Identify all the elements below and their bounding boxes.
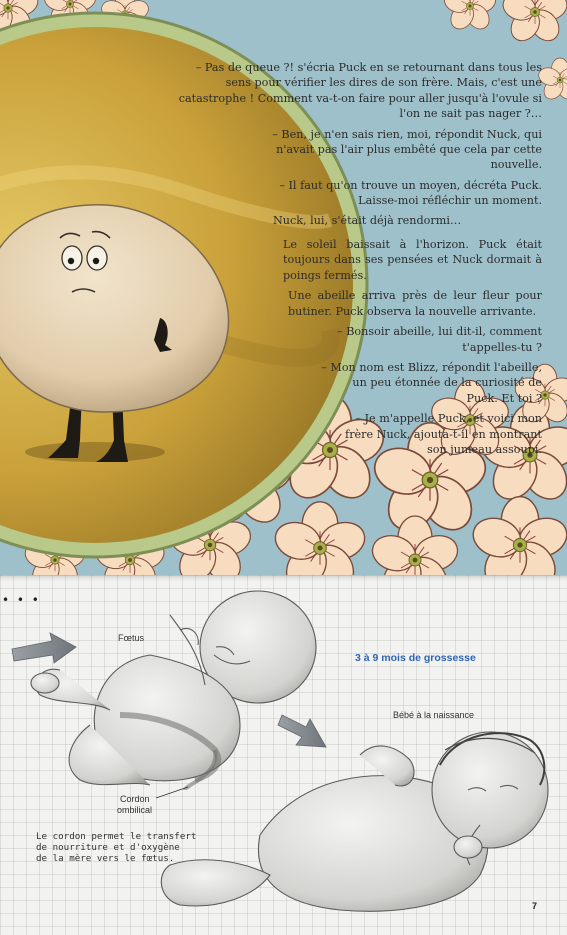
development-panel: [0, 575, 567, 935]
story-paragraph: – Il faut qu'on trouve un moyen, décréta Puck. Laisse-moi réfléchir un moment.: [279, 178, 542, 208]
story-paragraph: Le soleil baissait à l'horizon. Puck était toujours dans ses pensées et Nuck dormait à poings fermés.: [283, 238, 542, 282]
ellipsis-marker: • • •: [2, 593, 41, 607]
story-paragraph: Nuck, lui, s'était déjà rendormi…: [273, 213, 462, 227]
stage-title: 3 à 9 mois de grossesse: [355, 652, 476, 664]
story-paragraph: – Ben, je n'en sais rien, moi, répondit Nuck, qui n'avait pas l'air plus embêté que cela par cette nouvelle.: [272, 127, 542, 172]
foetus-label: Fœtus: [118, 633, 144, 643]
foetus-and-baby-illustration: [0, 575, 567, 935]
arrow-right-icon: [12, 633, 76, 663]
story-paragraph: Une abeille arriva près de leur fleur pour butiner. Puck observa la nouvelle arrivante.: [288, 289, 542, 318]
story-paragraph: – Mon nom est Blizz, répondit l'abeille, un peu étonnée de la curiosité de Puck. Et toi ?: [321, 360, 542, 405]
cord-caption: Le cordon permet le transfert de nourriture et d'oxygène de la mère vers le fœtus.: [36, 831, 197, 865]
arrow-down-right-icon: [278, 715, 326, 747]
story-paragraph: – Je m'appelle Puck, et voici mon frère Nuck, ajouta-t-il en montrant son jumeau assoupi.: [345, 412, 542, 456]
cord-label-line1: Cordon: [120, 794, 150, 804]
page-number: 7: [532, 901, 538, 911]
story-paragraph: – Pas de queue ?! s'écria Puck en se retournant dans tous les sens pour vérifier les dires de son frère. Mais, c'est une catastrophe ! Comment va-t-on faire pour aller jusqu'à l'ovule si l'on ne sait pas nager ?…: [178, 61, 542, 121]
story-text: [178, 60, 542, 457]
foetus-drawing: [31, 591, 316, 790]
cord-pointer: [156, 787, 188, 798]
cord-label-line2: ombilical: [117, 805, 153, 815]
story-paragraph: – Bonsoir abeille, lui dit-il, comment t'appelles-tu ?: [337, 325, 542, 354]
baby-label: Bébé à la naissance: [393, 710, 475, 720]
